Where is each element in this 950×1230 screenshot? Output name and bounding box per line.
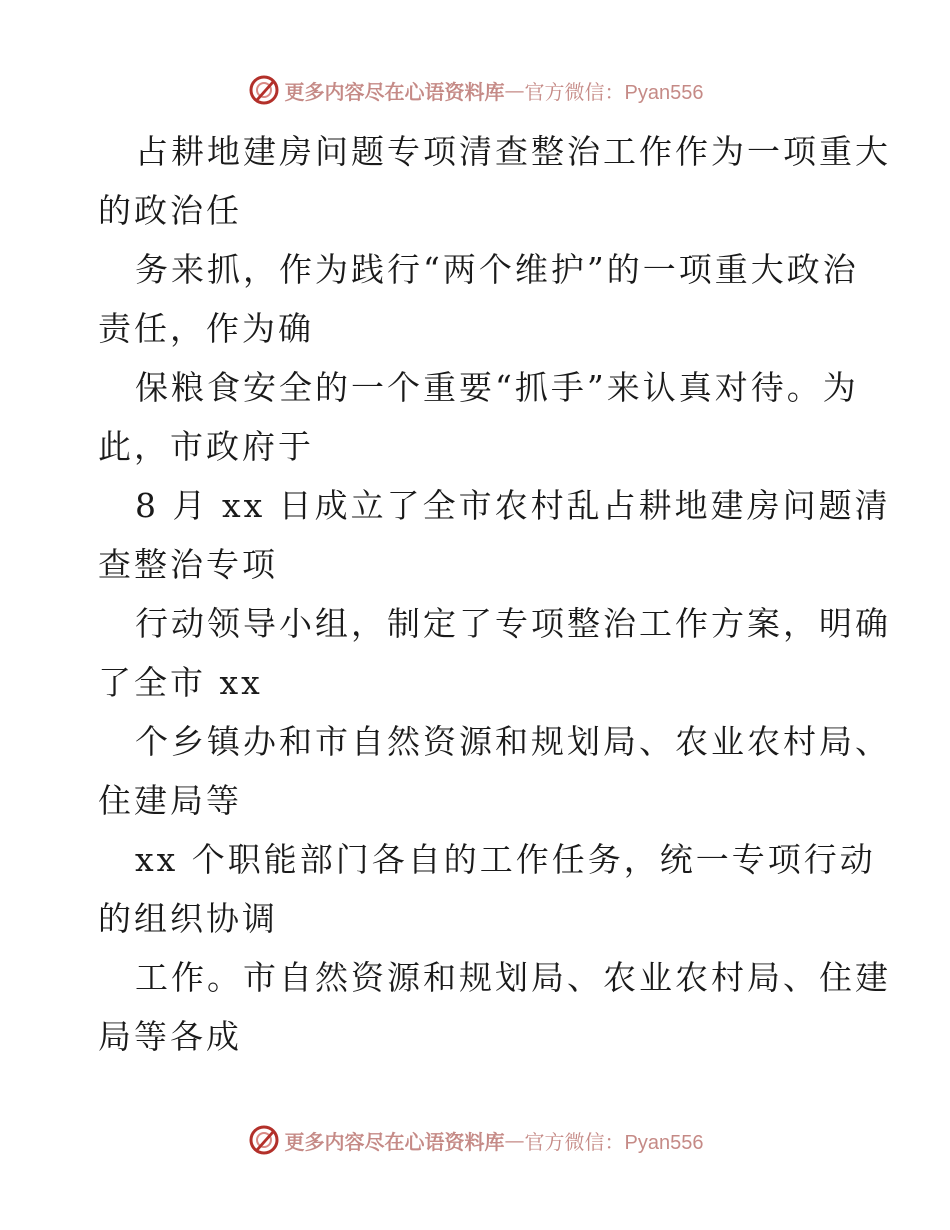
text-line: 保粮食安全的一个重要“抓手”来认真对待。为 (135, 368, 859, 407)
text-line: 8 月 xx 日成立了全市农村乱占耕地建房问题清 (135, 486, 891, 525)
text-line: 了全市 xx (98, 663, 263, 702)
header-watermark (0, 70, 950, 110)
text-line: 住建局等 (98, 781, 242, 820)
watermark-brand: 更多内容尽在心语资料库 (284, 1129, 505, 1154)
footer-watermark (0, 1120, 950, 1160)
watermark-wechat: 官方微信：Pyan556 (524, 1131, 704, 1154)
text-line: 查整治专项 (98, 545, 278, 584)
watermark-wechat: 官方微信：Pyan556 (524, 81, 704, 104)
text-line: 行动领导小组，制定了专项整治工作方案，明确 (135, 604, 891, 643)
document-body (0, 122, 950, 1066)
text-line: 的政治任 (98, 191, 242, 230)
text-line: 工作。市自然资源和规划局、农业农村局、住建 (135, 958, 891, 997)
watermark-separator: — (504, 1128, 525, 1152)
text-line: 个乡镇办和市自然资源和规划局、农业农村局、 (135, 722, 891, 761)
text-line: 的组织协调 (98, 899, 278, 938)
text-line: 此，市政府于 (98, 427, 314, 466)
text-line: 务来抓，作为践行“两个维护”的一项重大政治 (135, 250, 859, 289)
text-line: 占耕地建房问题专项清查整治工作作为一项重大 (135, 132, 891, 171)
text-line: 责任，作为确 (98, 309, 314, 348)
watermark-separator: — (504, 78, 525, 102)
text-line: xx 个职能部门各自的工作任务，统一专项行动 (135, 840, 876, 879)
pen-logo-icon (247, 1123, 281, 1157)
pen-logo-icon (247, 73, 281, 107)
watermark-brand: 更多内容尽在心语资料库 (284, 79, 505, 104)
text-line: 局等各成 (98, 1017, 242, 1056)
